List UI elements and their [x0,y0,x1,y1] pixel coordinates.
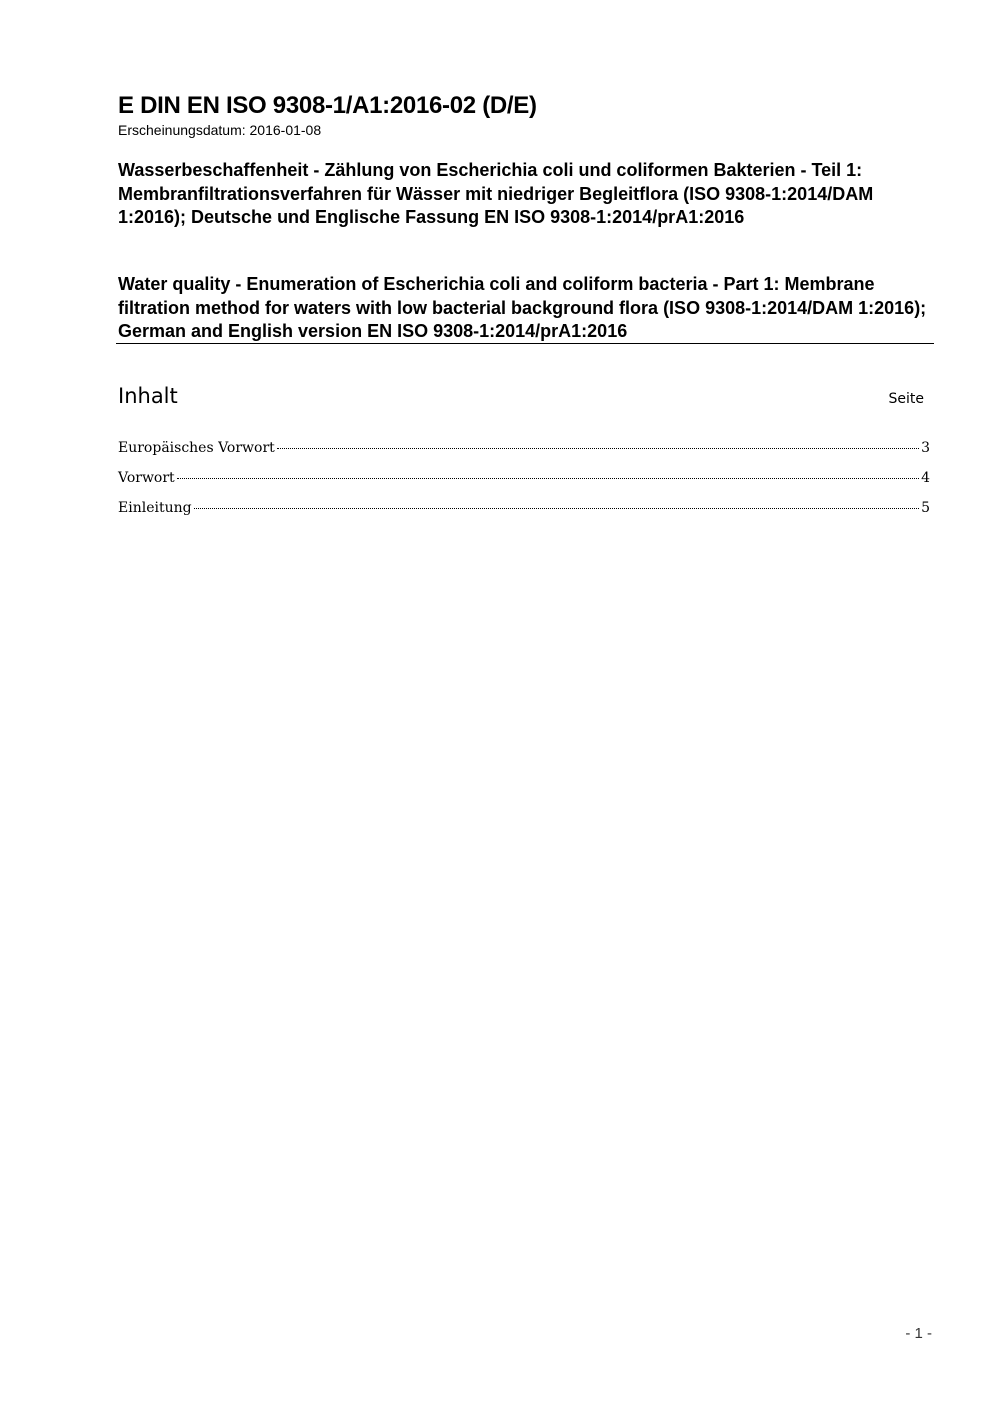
toc-dot-leader [177,478,919,479]
toc-page-column-label: Seite [888,391,924,407]
toc-entry-page: 5 [921,500,930,516]
toc-entry-europaeisches-vorwort[interactable] [118,440,930,470]
english-title: Water quality - Enumeration of Escherichia coli and coliform bacteria - Part 1: Membrane filtration method for waters with low bacterial background flora (ISO 9308-1:2014/DAM 1:2016); German and English version EN ISO 9308-1:2014/prA1:2016 [118,274,927,341]
title-divider [116,343,934,344]
german-title: Wasserbeschaffenheit - Zählung von Escherichia coli und coliformen Bakterien - Teil 1: Membranfiltrationsverfahren für Wässer mit niedriger Begleitflora (ISO 9308-1:2014/DAM 1:2016); Deutsche und Englische Fassung EN ISO 9308-1:2014/prA1:2016 [118,160,874,227]
toc-heading: Inhalt [118,384,178,408]
toc-dot-leader [194,508,920,509]
toc-entry-page: 3 [921,440,930,456]
document-title: E DIN EN ISO 9308-1/A1:2016-02 (D/E) [118,92,537,119]
toc-entry-label: Vorwort [118,470,175,486]
publication-date: Erscheinungsdatum: 2016-01-08 [118,122,322,138]
toc-entry-label: Europäisches Vorwort [118,440,275,456]
toc-dot-leader [277,448,919,449]
toc-entry-einleitung[interactable] [118,500,930,530]
toc-entry-vorwort[interactable] [118,470,930,500]
table-of-contents [118,440,930,530]
toc-entry-page: 4 [921,470,930,486]
page-number: - 1 - [905,1325,932,1342]
toc-entry-label: Einleitung [118,500,192,516]
